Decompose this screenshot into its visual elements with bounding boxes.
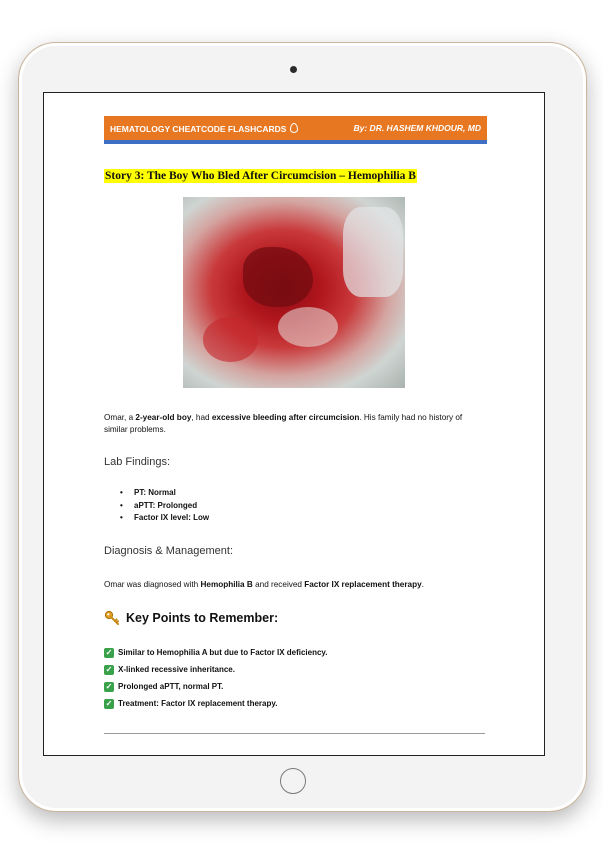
key-points-heading: Key Points to Remember: <box>104 610 278 626</box>
story-title: Story 3: The Boy Who Bled After Circumcision – Hemophilia B <box>105 170 416 182</box>
header-author: By: DR. HASHEM KHDOUR, MD <box>353 123 481 133</box>
list-item: ✓ Treatment: Factor IX replacement therapy. <box>105 698 278 708</box>
bleeding-photo <box>183 197 405 388</box>
header-bar <box>104 116 487 140</box>
lab-heading: Lab Findings: <box>104 456 171 468</box>
header-title: HEMATOLOGY CHEATCODE FLASHCARDS <box>110 123 298 134</box>
list-item: ✓ X-linked recessive inheritance. <box>105 664 235 674</box>
lab-list <box>120 487 209 525</box>
home-button[interactable] <box>280 768 306 794</box>
intro-paragraph: Omar, a 2-year-old boy, had excessive bleeding after circumcision. His family had no history of similar problems. <box>104 413 463 434</box>
blood-drop-icon <box>290 123 298 133</box>
list-item: ✓ Prolonged aPTT, normal PT. <box>105 681 224 691</box>
check-icon: ✓ <box>105 664 113 674</box>
diagnosis-heading: Diagnosis & Management: <box>104 545 234 557</box>
key-icon <box>104 610 120 626</box>
list-item: • PT: Normal <box>120 487 209 500</box>
list-item: ✓ Similar to Hemophilia A but due to Factor IX deficiency. <box>105 647 328 657</box>
check-icon: ✓ <box>105 647 113 657</box>
header-stripe <box>104 140 487 144</box>
diagnosis-text: Omar was diagnosed with Hemophilia B and received Factor IX replacement therapy. <box>104 580 424 589</box>
camera-icon <box>290 66 297 73</box>
key-points-list <box>104 644 328 712</box>
list-item: • aPTT: Prolonged <box>120 500 209 513</box>
check-icon: ✓ <box>105 681 113 691</box>
divider <box>104 733 485 734</box>
check-icon: ✓ <box>105 698 113 708</box>
list-item: • Factor IX level: Low <box>120 512 209 525</box>
document-page <box>43 92 545 756</box>
